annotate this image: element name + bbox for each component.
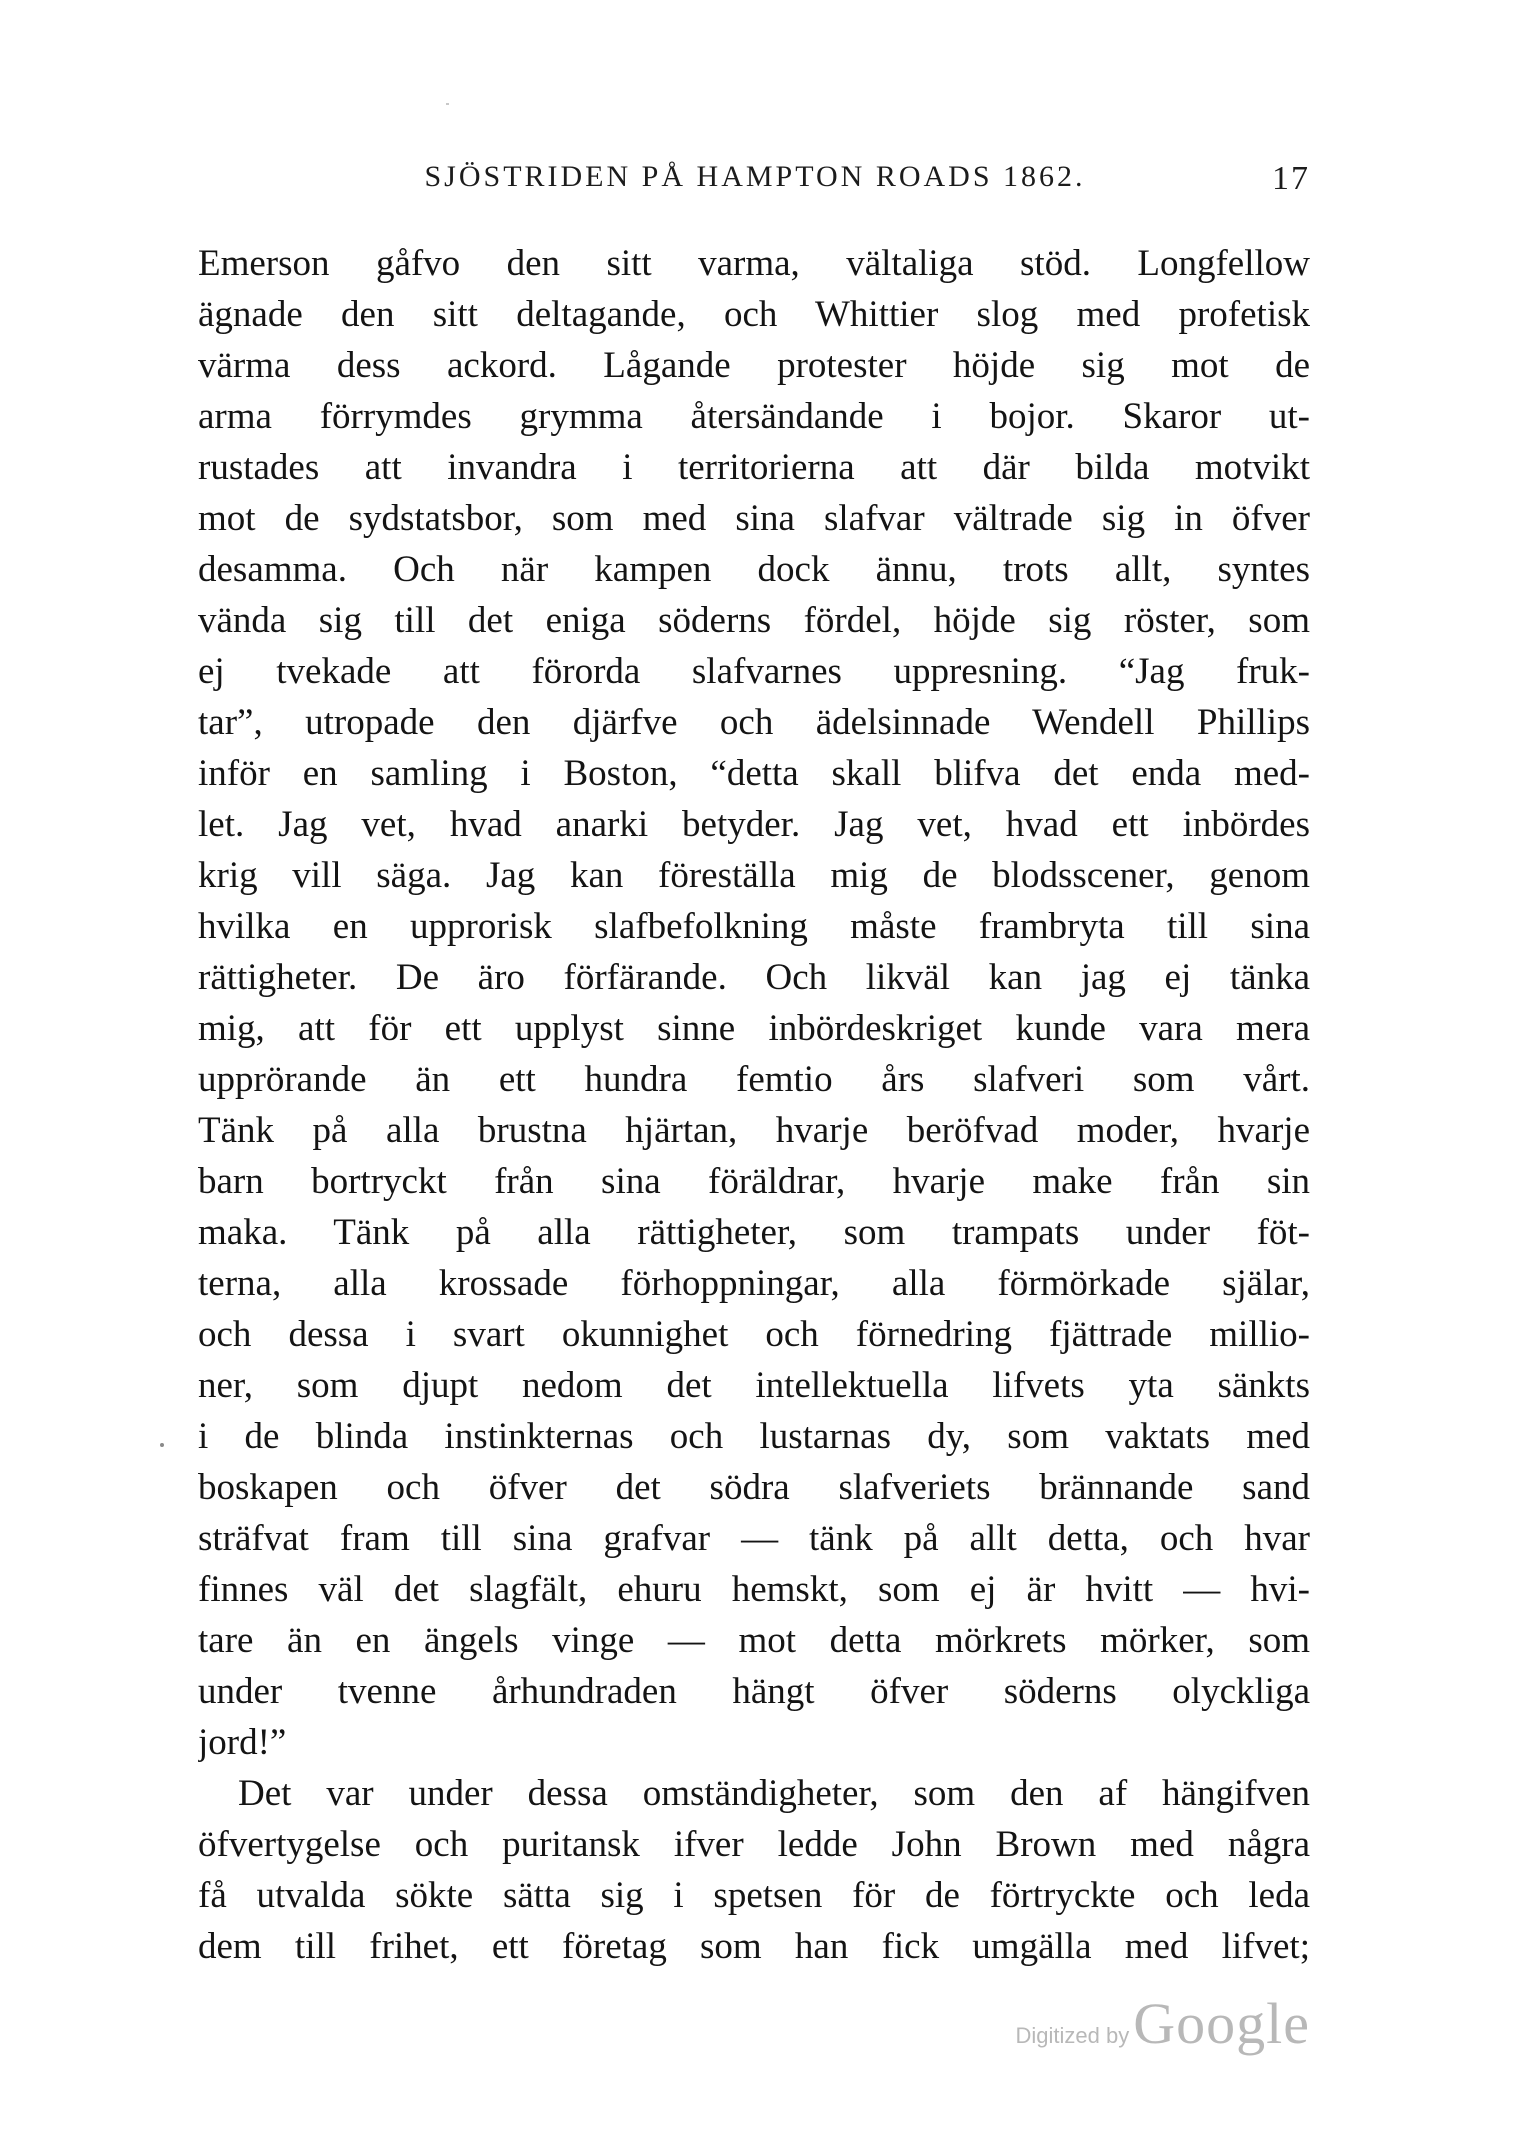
text-line: krig vill säga. Jag kan föreställa mig de blodsscener, genom (198, 855, 1310, 896)
text-line: tare än en ängels vinge — mot detta mörkrets mörker, som (198, 1620, 1310, 1661)
text-line: tar”, utropade den djärfve och ädelsinnade Wendell Phillips (198, 702, 1310, 743)
text-line: få utvalda sökte sätta sig i spetsen för de förtryckte och leda (198, 1875, 1310, 1916)
text-line: i de blinda instinkternas och lustarnas dy, som vaktats med (198, 1416, 1310, 1457)
text-line: mot de sydstatsbor, som med sina slafvar vältrade sig in öfver (198, 498, 1310, 539)
text-line: boskapen och öfver det södra slafveriets brännande sand (198, 1467, 1310, 1508)
text-line: rustades att invandra i territorierna att där bilda motvikt (198, 447, 1310, 488)
text-line: arma förrymdes grymma återsändande i bojor. Skaror ut- (198, 396, 1310, 437)
text-line: Tänk på alla brustna hjärtan, hvarje beröfvad moder, hvarje (198, 1110, 1310, 1151)
text-line: Emerson gåfvo den sitt varma, vältaliga stöd. Longfellow (198, 243, 1310, 284)
text-line: öfvertygelse och puritansk ifver ledde John Brown med några (198, 1824, 1310, 1865)
text-line: terna, alla krossade förhoppningar, alla förmörkade själar, (198, 1263, 1310, 1304)
text-line: och dessa i svart okunnighet och förnedring fjättrade millio- (198, 1314, 1310, 1355)
running-head: SJÖSTRIDEN PÅ HAMPTON ROADS 1862. (424, 160, 1086, 193)
text-line: maka. Tänk på alla rättigheter, som trampats under föt- (198, 1212, 1310, 1253)
text-line: under tvenne århundraden hängt öfver söderns olyckliga (198, 1671, 1310, 1712)
body-text (198, 238, 1310, 1972)
watermark-prefix: Digitized by (1015, 2023, 1130, 2048)
text-line: let. Jag vet, hvad anarki betyder. Jag vet, hvad ett inbördes (198, 804, 1310, 845)
page-number: 17 (1272, 160, 1310, 197)
text-line: sträfvat fram till sina grafvar — tänk på allt detta, och hvar (198, 1518, 1310, 1559)
page-header (200, 160, 1310, 210)
text-line: värma dess ackord. Lågande protester höjde sig mot de (198, 345, 1310, 386)
text-line: vända sig till det eniga söderns fördel, höjde sig röster, som (198, 600, 1310, 641)
text-line: mig, att för ett upplyst sinne inbördeskriget kunde vara mera (198, 1008, 1310, 1049)
digitized-by-google-watermark (1016, 1990, 1310, 2057)
text-line: rättigheter. De äro förfärande. Och likväl kan jag ej tänka (198, 957, 1310, 998)
text-line: ner, som djupt nedom det intellektuella lifvets yta sänkts (198, 1365, 1310, 1406)
text-line: inför en samling i Boston, “detta skall blifva det enda med- (198, 753, 1310, 794)
stray-ink-mark (446, 103, 449, 105)
text-line: upprörande än ett hundra femtio års slafveri som vårt. (198, 1059, 1310, 1100)
text-line: dem till frihet, ett företag som han fick umgälla med lifvet; (198, 1926, 1310, 1967)
paragraph-start-line: Det var under dessa omständigheter, som den af hängifven (238, 1773, 1310, 1814)
google-logo: Google (1133, 1991, 1310, 2056)
paragraph-end-line: jord!” (198, 1722, 287, 1763)
text-line: desamma. Och när kampen dock ännu, trots allt, syntes (198, 549, 1310, 590)
text-line: ej tvekade att förorda slafvarnes uppresning. “Jag fruk- (198, 651, 1310, 692)
margin-dot (160, 1443, 164, 1447)
text-line: hvilka en upprorisk slafbefolkning måste frambryta till sina (198, 906, 1310, 947)
text-line: ägnade den sitt deltagande, och Whittier slog med profetisk (198, 294, 1310, 335)
text-line: finnes väl det slagfält, ehuru hemskt, som ej är hvitt — hvi- (198, 1569, 1310, 1610)
text-line: barn bortryckt från sina föräldrar, hvarje make från sin (198, 1161, 1310, 1202)
